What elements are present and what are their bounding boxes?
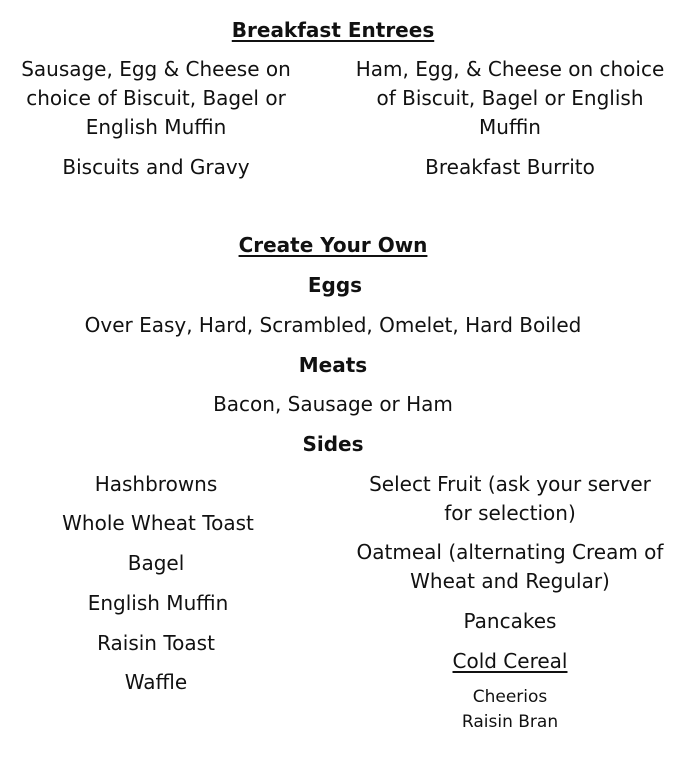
side-select-fruit-line-1: Select Fruit (ask your server (369, 472, 651, 496)
create-your-own-heading: Create Your Own (238, 233, 428, 257)
cold-cereal-heading: Cold Cereal (452, 649, 568, 673)
entree-biscuits-and-gravy: Biscuits and Gravy (62, 155, 250, 179)
side-oatmeal-line-2: Wheat and Regular) (410, 569, 610, 593)
meats-heading: Meats (298, 353, 368, 377)
side-english-muffin: English Muffin (87, 591, 229, 615)
side-waffle: Waffle (124, 670, 188, 694)
entree-sausage-egg-cheese-line-2: choice of Biscuit, Bagel or (26, 86, 286, 110)
entree-sausage-egg-cheese-line-1: Sausage, Egg & Cheese on (21, 57, 291, 81)
meats-options: Bacon, Sausage or Ham (213, 392, 453, 416)
eggs-heading: Eggs (307, 273, 363, 297)
side-raisin-toast: Raisin Toast (97, 631, 215, 655)
cereal-cheerios: Cheerios (472, 687, 548, 707)
side-hashbrowns: Hashbrowns (94, 472, 218, 496)
breakfast-entrees-heading: Breakfast Entrees (231, 18, 435, 42)
entree-breakfast-burrito: Breakfast Burrito (425, 155, 595, 179)
cereal-raisin-bran: Raisin Bran (461, 712, 559, 732)
side-whole-wheat-toast: Whole Wheat Toast (62, 511, 254, 535)
sides-heading: Sides (302, 432, 364, 456)
entree-ham-egg-cheese-line-2: of Biscuit, Bagel or English (376, 86, 644, 110)
side-pancakes: Pancakes (463, 609, 557, 633)
entree-ham-egg-cheese-line-3: Muffin (479, 115, 541, 139)
side-oatmeal-line-1: Oatmeal (alternating Cream of (356, 540, 664, 564)
eggs-options: Over Easy, Hard, Scrambled, Omelet, Hard Boiled (84, 313, 582, 337)
side-select-fruit-line-2: for selection) (444, 501, 576, 525)
entree-sausage-egg-cheese-line-3: English Muffin (85, 115, 227, 139)
side-bagel: Bagel (127, 551, 185, 575)
entree-ham-egg-cheese-line-1: Ham, Egg, & Cheese on choice (355, 57, 665, 81)
